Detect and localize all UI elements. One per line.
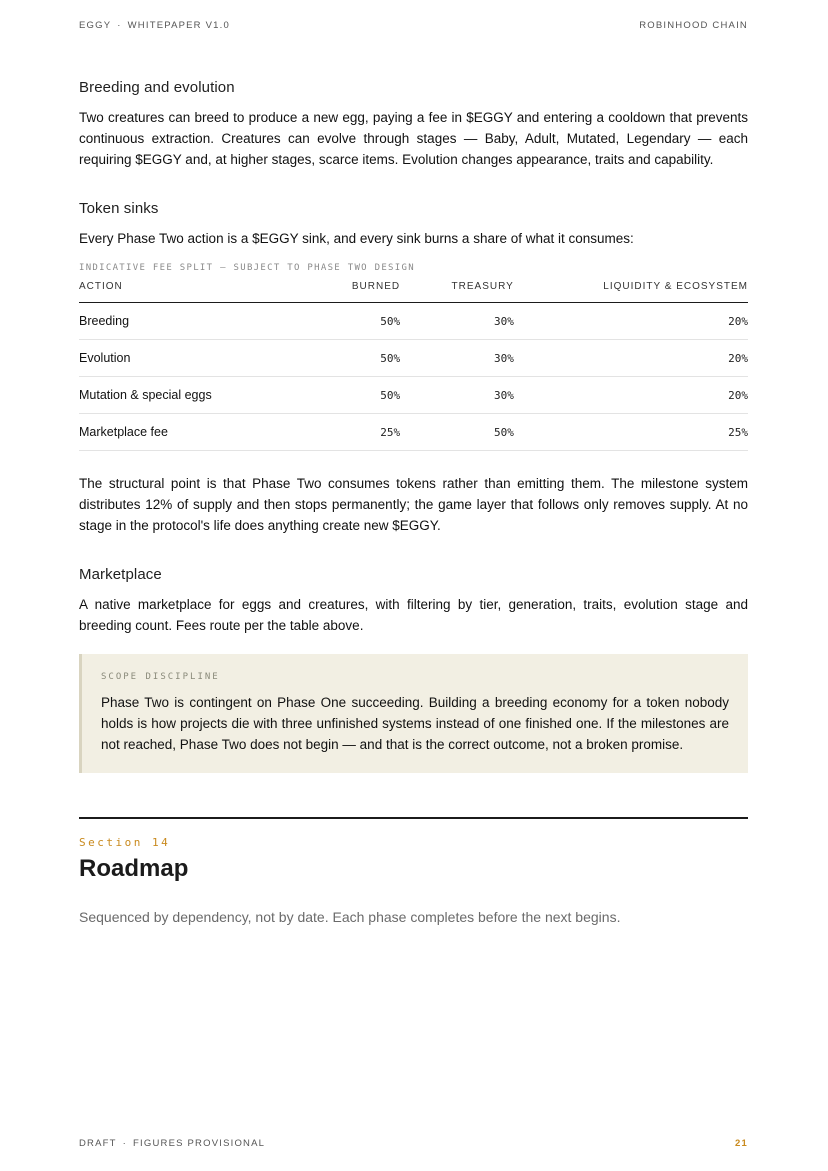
- page-number: 21: [735, 1138, 748, 1149]
- column-header-liquidity: LIQUIDITY & ECOSYSTEM: [514, 281, 748, 303]
- token-sinks-heading: Token sinks: [79, 200, 159, 217]
- cell-burned: 25%: [333, 414, 400, 451]
- table-row: [79, 303, 748, 340]
- table-row: [79, 414, 748, 451]
- token-sinks-intro: Every Phase Two action is a $EGGY sink, and every sink burns a share of what it consumes:: [79, 231, 634, 246]
- cell-liquidity: 20%: [514, 303, 748, 340]
- header-brand: EGGY: [79, 20, 112, 31]
- footer-left: [79, 1138, 265, 1149]
- callout-text: Phase Two is contingent on Phase One succeeding. Building a breeding economy for a token nobody holds is how projects die with three unfinished systems instead of one finished one. If the milestones are not reached, Phase Two does not begin — and that is the correct outcome, not a broken promise.: [101, 695, 729, 752]
- section-intro: Sequenced by dependency, not by date. Each phase completes before the next begins.: [79, 909, 621, 925]
- column-header-burned: BURNED: [333, 281, 400, 303]
- cell-action: Evolution: [79, 340, 333, 377]
- cell-action: Breeding: [79, 303, 333, 340]
- cell-treasury: 30%: [400, 377, 514, 414]
- cell-liquidity: 25%: [514, 414, 748, 451]
- cell-action: Marketplace fee: [79, 414, 333, 451]
- page-content: [79, 79, 748, 925]
- table-row: [79, 340, 748, 377]
- header-left: [79, 20, 230, 31]
- header-separator: ·: [117, 20, 122, 31]
- table-header-row: [79, 281, 748, 303]
- cell-liquidity: 20%: [514, 377, 748, 414]
- section-divider: [79, 817, 748, 819]
- cell-burned: 50%: [333, 303, 400, 340]
- running-footer: [79, 1138, 748, 1149]
- document-page: [79, 0, 748, 1171]
- running-header: [79, 20, 748, 31]
- footer-provisional-label: FIGURES PROVISIONAL: [133, 1138, 266, 1149]
- column-header-action: ACTION: [79, 281, 333, 303]
- structural-paragraph: The structural point is that Phase Two consumes tokens rather than emitting them. The milestone system distributes 12% of supply and then stops permanently; the game layer that follows only removes supply. At no stage in the protocol's life does anything create new $EGGY.: [79, 476, 748, 533]
- marketplace-paragraph: A native marketplace for eggs and creatures, with filtering by tier, generation, traits, evolution stage and breeding count. Fees route per the table above.: [79, 597, 748, 633]
- header-right: ROBINHOOD CHAIN: [639, 20, 748, 31]
- breeding-heading: Breeding and evolution: [79, 79, 235, 96]
- footer-separator: ·: [122, 1138, 128, 1149]
- table-row: [79, 377, 748, 414]
- cell-liquidity: 20%: [514, 340, 748, 377]
- scope-discipline-callout: [79, 654, 748, 773]
- cell-action: Mutation & special eggs: [79, 377, 333, 414]
- table-caption: INDICATIVE FEE SPLIT — SUBJECT TO PHASE TWO DESIGN: [79, 263, 415, 273]
- marketplace-heading: Marketplace: [79, 566, 162, 583]
- cell-burned: 50%: [333, 340, 400, 377]
- section-title: Roadmap: [79, 855, 189, 882]
- header-doc-title: WHITEPAPER V1.0: [127, 20, 230, 31]
- column-header-treasury: TREASURY: [400, 281, 514, 303]
- callout-label: SCOPE DISCIPLINE: [101, 672, 220, 682]
- section-number: Section 14: [79, 836, 171, 849]
- breeding-paragraph: Two creatures can breed to produce a new egg, paying a fee in $EGGY and entering a cooldown that prevents continuous extraction. Creatures can evolve through stages — Baby, Adult, Mutated, Legendary — each requiring $EGGY and, at higher stages, scarce items. Evolution changes appearance, traits and capability.: [79, 110, 748, 167]
- cell-treasury: 30%: [400, 303, 514, 340]
- cell-treasury: 50%: [400, 414, 514, 451]
- fee-split-table: [79, 281, 748, 451]
- cell-treasury: 30%: [400, 340, 514, 377]
- cell-burned: 50%: [333, 377, 400, 414]
- footer-draft-label: DRAFT: [79, 1138, 117, 1149]
